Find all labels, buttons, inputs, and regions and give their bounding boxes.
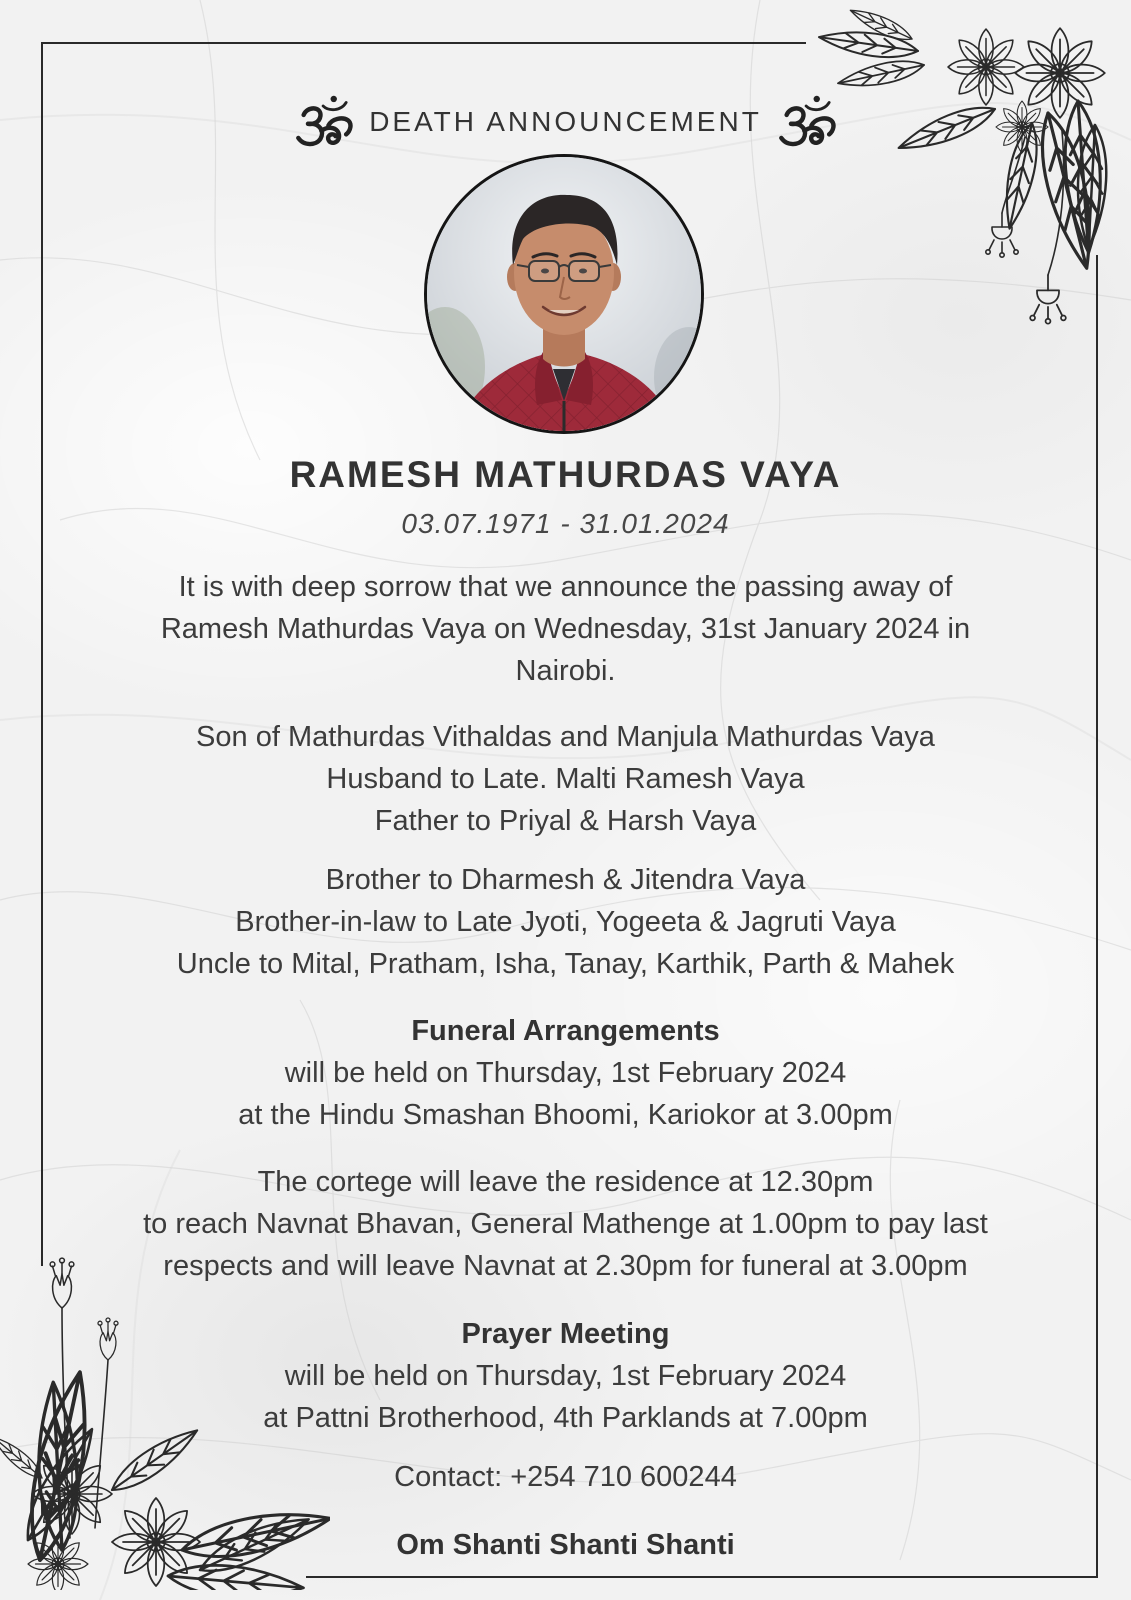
announcement-line: It is with deep sorrow that we announce the passing away of — [178, 571, 953, 603]
family-relations-group — [0, 716, 1131, 842]
relation-line: Uncle to Mital, Pratham, Isha, Tanay, Karthik, Parth & Mahek — [176, 948, 955, 980]
relation-line: Son of Mathurdas Vithaldas and Manjula Mathurdas Vaya — [196, 721, 935, 753]
cortege-section — [0, 1161, 1131, 1287]
family-relations-group — [0, 859, 1131, 985]
cortege-line: The cortege will leave the residence at 12.30pm — [257, 1166, 874, 1198]
prayer-line: at Pattni Brotherhood, 4th Parklands at 7.00pm — [263, 1402, 868, 1434]
contact-phone: Contact: +254 710 600244 — [394, 1461, 737, 1493]
announcement-line: Ramesh Mathurdas Vaya on Wednesday, 31st January 2024 in — [160, 613, 971, 645]
funeral-line: at the Hindu Smashan Bhoomi, Kariokor at 3.00pm — [238, 1099, 893, 1131]
frame-top-line — [41, 42, 806, 44]
floral-corner-icon — [790, 5, 1120, 350]
relation-line: Brother to Dharmesh & Jitendra Vaya — [325, 864, 806, 896]
om-icon — [776, 93, 838, 151]
relation-line: Father to Priyal & Harsh Vaya — [374, 805, 757, 837]
relation-line: Brother-in-law to Late Jyoti, Yogeeta & Jagruti Vaya — [235, 906, 896, 938]
funeral-section — [0, 1010, 1131, 1136]
cortege-line: respects and will leave Navnat at 2.30pm for funeral at 3.00pm — [163, 1250, 968, 1282]
prayer-line: will be held on Thursday, 1st February 2024 — [284, 1360, 847, 1392]
om-icon — [293, 93, 355, 151]
portrait-photo — [424, 154, 704, 434]
header-title: DEATH ANNOUNCEMENT — [369, 106, 762, 137]
deceased-name: RAMESH MATHURDAS VAYA — [289, 454, 842, 495]
closing-section — [0, 1524, 1131, 1566]
prayer-section — [0, 1313, 1131, 1439]
funeral-line: will be held on Thursday, 1st February 2024 — [284, 1057, 847, 1089]
announcement-paragraph — [0, 566, 1131, 692]
closing-blessing: Om Shanti Shanti Shanti — [396, 1529, 735, 1561]
life-dates: 03.07.1971 - 31.01.2024 — [401, 508, 730, 539]
frame-bottom-line — [306, 1576, 1098, 1578]
contact-section — [0, 1456, 1131, 1498]
header — [0, 92, 1131, 152]
cortege-line: to reach Navnat Bhavan, General Mathenge at 1.00pm to pay last — [143, 1208, 988, 1240]
announcement-line: Nairobi. — [515, 655, 616, 687]
prayer-heading: Prayer Meeting — [461, 1318, 670, 1350]
funeral-heading: Funeral Arrangements — [411, 1015, 720, 1047]
relation-line: Husband to Late. Malti Ramesh Vaya — [326, 763, 805, 795]
